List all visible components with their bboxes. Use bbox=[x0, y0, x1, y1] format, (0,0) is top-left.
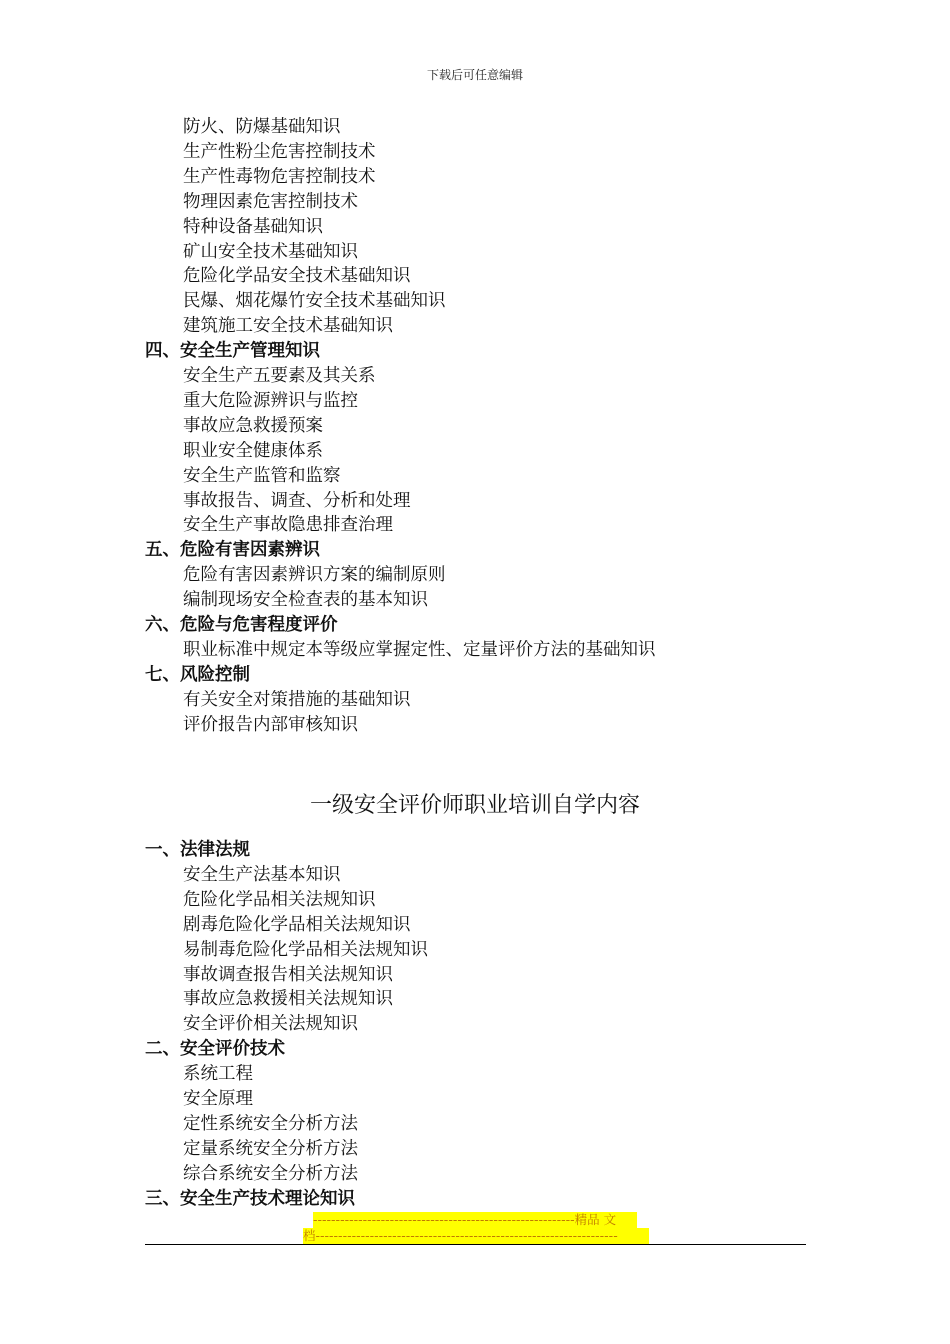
list-item: 安全生产法基本知识 bbox=[183, 864, 341, 885]
list-item: 安全生产监管和监察 bbox=[183, 465, 341, 486]
list-item: 安全评价相关法规知识 bbox=[183, 1014, 358, 1035]
list-item: 重大危险源辨识与监控 bbox=[183, 390, 358, 411]
list-item: 综合系统安全分析方法 bbox=[183, 1163, 358, 1184]
list-item: 安全生产事故隐患排查治理 bbox=[183, 515, 393, 536]
list-item: 民爆、烟花爆竹安全技术基础知识 bbox=[183, 291, 446, 312]
list-item: 系统工程 bbox=[183, 1064, 253, 1085]
list-item: 物理因素危害控制技术 bbox=[183, 191, 358, 212]
section-heading: 二、安全评价技术 bbox=[145, 1039, 285, 1060]
section-heading: 四、安全生产管理知识 bbox=[145, 341, 320, 362]
header-note: 下载后可任意编辑 bbox=[426, 68, 523, 82]
list-item: 职业标准中规定本等级应掌握定性、定量评价方法的基础知识 bbox=[183, 639, 656, 660]
list-item: 危险化学品安全技术基础知识 bbox=[183, 266, 411, 287]
list-item: 编制现场安全检查表的基本知识 bbox=[183, 590, 428, 611]
section-heading: 一、法律法规 bbox=[145, 840, 250, 860]
list-item: 职业安全健康体系 bbox=[183, 440, 323, 461]
section-heading: 五、危险有害因素辨识 bbox=[145, 540, 320, 561]
list-item: 剧毒危险化学品相关法规知识 bbox=[183, 914, 411, 935]
list-item: 定性系统安全分析方法 bbox=[183, 1113, 358, 1134]
document-title: 一级安全评价师职业培训自学内容 bbox=[309, 793, 640, 818]
footer-watermark-line2: 档------------------------------------------------------------------- bbox=[303, 1228, 649, 1244]
list-item: 安全生产五要素及其关系 bbox=[183, 366, 376, 386]
list-item: 定量系统安全分析方法 bbox=[183, 1138, 358, 1159]
footer-divider bbox=[145, 1244, 806, 1245]
section-heading: 六、危险与危害程度评价 bbox=[145, 615, 338, 635]
section-heading: 三、安全生产技术理论知识 bbox=[145, 1188, 355, 1209]
list-item: 矿山安全技术基础知识 bbox=[183, 241, 358, 262]
list-item: 防火、防爆基础知识 bbox=[183, 117, 341, 137]
list-item: 生产性粉尘危害控制技术 bbox=[183, 141, 376, 162]
list-item: 评价报告内部审核知识 bbox=[183, 714, 358, 735]
list-item: 事故应急救援预案 bbox=[183, 415, 323, 436]
list-item: 易制毒危险化学品相关法规知识 bbox=[183, 939, 428, 960]
list-item: 生产性毒物危害控制技术 bbox=[183, 166, 376, 187]
list-item: 事故调查报告相关法规知识 bbox=[183, 964, 393, 985]
list-item: 特种设备基础知识 bbox=[183, 216, 323, 237]
list-item: 建筑施工安全技术基础知识 bbox=[183, 316, 393, 337]
list-item: 事故应急救援相关法规知识 bbox=[183, 989, 393, 1010]
list-item: 安全原理 bbox=[183, 1089, 253, 1109]
footer-watermark-line1: ----------------------------------------------------------精品 文 bbox=[313, 1212, 637, 1228]
list-item: 危险有害因素辨识方案的编制原则 bbox=[183, 565, 446, 586]
list-item: 事故报告、调查、分析和处理 bbox=[183, 490, 411, 511]
list-item: 危险化学品相关法规知识 bbox=[183, 889, 376, 910]
list-item: 有关安全对策措施的基础知识 bbox=[183, 689, 411, 710]
section-heading: 七、风险控制 bbox=[145, 664, 250, 685]
